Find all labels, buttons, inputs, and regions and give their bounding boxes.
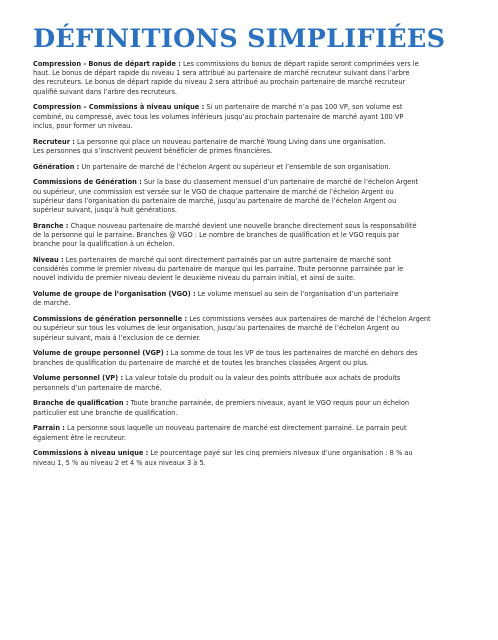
definition-paragraph [33, 178, 463, 215]
definition-line [33, 188, 463, 197]
definition-paragraph [33, 256, 463, 284]
definition-term: Volume de groupe personnel (VGP) : [33, 349, 169, 358]
definition-text: des recruteurs. Le bonus de départ rapide du niveau 2 sera attribué au prochain partenaire de marché recruteur [33, 78, 406, 87]
definition-line [33, 231, 463, 240]
definition-text: de marché. [33, 299, 71, 308]
definition-text: Sur la base du classement mensuel d’un partenaire de marché de l’échelon Argent [141, 178, 419, 187]
definition-text: Le pourcentage payé sur les cinq premiers niveaux d’une organisation : 8 % au [148, 449, 413, 458]
definition-line [33, 424, 463, 433]
document-page [33, 24, 463, 474]
definition-line [33, 265, 463, 274]
definition-line [33, 274, 463, 283]
definition-line [33, 122, 463, 131]
definition-text: personnels d’un partenaire de marché. [33, 383, 162, 392]
definition-text: branches de qualification du partenaire de marché et de toutes les branches classées Argent ou plus. [33, 358, 369, 367]
definition-text: Les commissions versées aux partenaires de marché de l’échelon Argent [187, 315, 431, 324]
definition-text: Les partenaires de marché qui sont directement parrainés par un autre partenaire de marché sont [63, 256, 391, 265]
definition-line [33, 299, 463, 308]
definition-line [33, 88, 463, 97]
definition-term: Compression – Commissions à niveau unique : [33, 103, 205, 112]
definition-paragraph [33, 60, 463, 97]
definition-term: Branche : [33, 221, 69, 230]
definition-text: supérieur suivant, mais à l’exclusion de ce dernier. [33, 333, 201, 342]
definition-line [33, 197, 463, 206]
definition-text: inclus, pour former un niveau. [33, 121, 133, 130]
definition-line [33, 163, 463, 172]
definition-line [33, 60, 463, 69]
definition-paragraph [33, 290, 463, 308]
definition-line [33, 113, 463, 122]
definition-text: particulier est une branche de qualification. [33, 408, 178, 417]
definition-term: Génération : [33, 162, 80, 171]
definition-term: Branche de qualification : [33, 399, 129, 408]
definition-line [33, 434, 463, 443]
definition-paragraph [33, 163, 463, 172]
definition-line [33, 315, 463, 324]
definition-line [33, 324, 463, 333]
definition-text: supérieur dans l’organisation du partenaire de marché, jusqu’au partenaire de marché de l’échelon Argent ou [33, 196, 397, 205]
definition-line [33, 206, 463, 215]
definition-paragraph [33, 315, 463, 343]
definition-line [33, 384, 463, 393]
definition-line [33, 459, 463, 468]
definition-line [33, 222, 463, 231]
definition-line [33, 147, 463, 156]
definition-line [33, 290, 463, 299]
definition-term: Commissions de Génération : [33, 178, 142, 187]
definition-line [33, 69, 463, 78]
definition-line [33, 374, 463, 383]
definition-line [33, 240, 463, 249]
definition-text: branche pour la qualification à un échelon. [33, 240, 175, 249]
definition-text: ou supérieur, une commission est versée sur le VGO de chaque partenaire de marché de l’échelon Argent ou [33, 187, 394, 196]
definition-text: nouvel individu de premier niveau devient le deuxième niveau du parrain initial, et ainsi de suite. [33, 274, 356, 283]
definition-term: Volume de groupe de l’organisation (VGO) : [33, 290, 196, 299]
definition-paragraph [33, 222, 463, 250]
definition-text: combiné, ou compressé, avec tous les volumes inférieurs jusqu’au prochain partenaire de marché ayant 100 VP [33, 112, 404, 121]
page-title: DÉFINITIONS SIMPLIFIÉES [33, 24, 446, 54]
definition-paragraph [33, 399, 463, 417]
definition-term: Compression - Bonus de départ rapide : [33, 60, 181, 68]
definition-line [33, 409, 463, 418]
definition-term: Parrain : [33, 424, 65, 433]
definition-line [33, 178, 463, 187]
definition-text: ou supérieur sur tous les volumes de leur organisation, jusqu’au partenaires de marché de l’échelon Argent ou [33, 324, 400, 333]
definition-text: Les commissions du bonus de départ rapide seront comprimées vers le [180, 60, 419, 68]
definition-text: La personne sous laquelle un nouveau partenaire de marché est directement parrainé. Le parrain peut [64, 424, 407, 433]
definition-term: Recruteur : [33, 137, 75, 146]
definition-term: Commissions de génération personnelle : [33, 315, 188, 324]
definition-paragraph [33, 374, 463, 392]
definition-paragraph [33, 424, 463, 442]
definition-text: Toute branche parrainée, de premiers niveaux, ayant le VGO requis pour un échelon [128, 399, 410, 408]
definition-text: également être le recruteur. [33, 433, 127, 442]
definition-text: de la personne qui le parraine. Branches @ VGO : Le nombre de branches de qualification et le VGO requis par [33, 231, 400, 240]
definition-line [33, 256, 463, 265]
definition-line [33, 334, 463, 343]
definition-term: Niveau : [33, 256, 64, 265]
definition-text: Un partenaire de marché de l’échelon Argent ou supérieur et l’ensemble de son organisation. [79, 162, 391, 171]
definition-text: Si un partenaire de marché n’a pas 100 VP, son volume est [204, 103, 403, 112]
definition-line [33, 349, 463, 358]
definition-line [33, 449, 463, 458]
definition-line [33, 78, 463, 87]
definition-text: supérieur suivant, jusqu’à huit générations. [33, 206, 178, 215]
definition-line [33, 103, 463, 112]
definition-paragraph [33, 138, 463, 156]
definition-text: La personne qui place un nouveau partenaire de marché Young Living dans une organisation. [74, 137, 386, 146]
definition-paragraph [33, 449, 463, 467]
definition-term: Commissions à niveau unique : [33, 449, 149, 458]
definition-text: Chaque nouveau partenaire de marché devient une nouvelle branche directement sous la responsabilité [68, 221, 417, 230]
definition-line [33, 359, 463, 368]
definition-line [33, 399, 463, 408]
definition-line [33, 138, 463, 147]
definition-text: La somme de tous les VP de tous les partenaires de marché en dehors des [168, 349, 418, 358]
definition-text: qualifié suivant dans l’arbre des recruteurs. [33, 87, 178, 96]
definition-paragraph [33, 349, 463, 367]
definition-text: considérés comme le premier niveau du partenaire de marque qui les parraine. Toute personne parrainée par le [33, 265, 404, 274]
definition-text: niveau 1, 5 % au niveau 2 et 4 % aux niveaux 3 à 5. [33, 458, 206, 467]
definition-term: Volume personnel (VP) : [33, 374, 124, 383]
definition-text: Le volume mensuel au sein de l’organisation d’un partenaire [195, 290, 399, 299]
definition-text: Les personnes qui s’inscrivent peuvent bénéficier de primes financières. [33, 146, 273, 155]
definition-paragraph [33, 103, 463, 131]
definition-text: La valeur totale du produit ou la valeur des points attribuée aux achats de produits [123, 374, 401, 383]
definitions-list [33, 60, 463, 468]
definition-text: haut. Le bonus de départ rapide du niveau 1 sera attribué au partenaire de marché recruteur suivant dans l’arbre [33, 69, 410, 78]
